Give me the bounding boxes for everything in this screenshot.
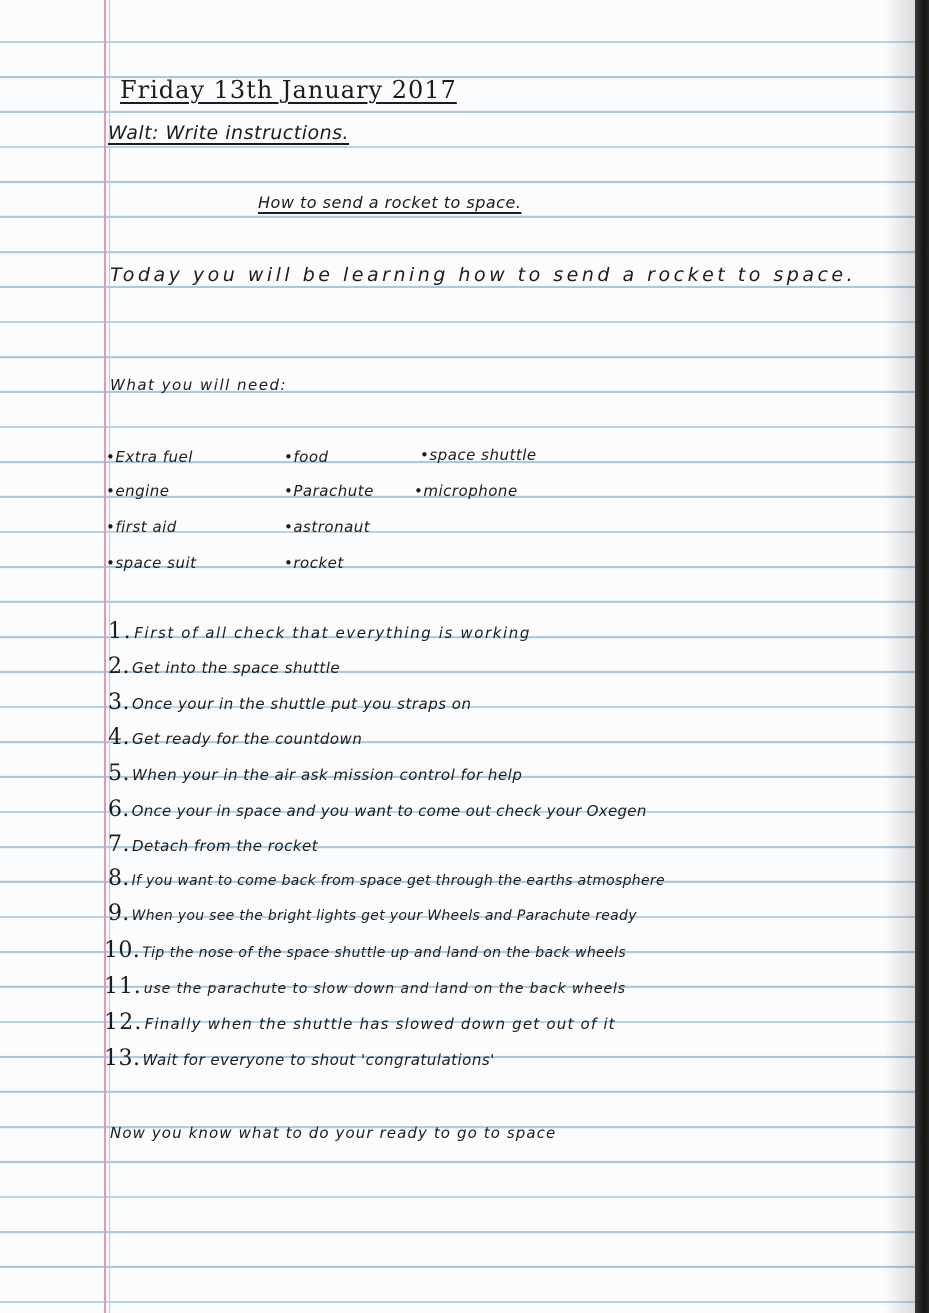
step-4: 4. Get ready for the countdown: [108, 725, 363, 750]
notebook-spine: [915, 0, 929, 1313]
item-microphone: •microphone: [414, 482, 518, 500]
step-8: 8. If you want to come back from space get through the earths atmosphere: [108, 866, 665, 891]
item-first-aid: •first aid: [106, 518, 177, 536]
item-space-shuttle: •space shuttle: [420, 446, 537, 464]
step-9: 9. When you see the bright lights get your Wheels and Parachute ready: [108, 901, 637, 926]
item-food: •food: [284, 448, 329, 466]
instructions-title: How to send a rocket to space.: [258, 193, 522, 212]
step-12: 12. Finally when the shuttle has slowed down get out of it: [104, 1010, 616, 1035]
item-extra-fuel: •Extra fuel: [106, 448, 193, 466]
margin-line: [104, 0, 106, 1313]
date-heading: Friday 13th January 2017: [120, 76, 457, 104]
item-astronaut: •astronaut: [284, 518, 371, 536]
step-6: 6. Once your in space and you want to come out check your Oxegen: [108, 797, 647, 822]
step-3: 3. Once your in the shuttle put you straps on: [108, 690, 472, 715]
intro-text: Today you will be learning how to send a rocket to space.: [110, 264, 857, 286]
item-space-suit: •space suit: [106, 554, 197, 572]
step-11: 11. use the parachute to slow down and land on the back wheels: [104, 974, 626, 999]
closing-text: Now you know what to do your ready to go to space: [110, 1124, 557, 1142]
item-rocket: •rocket: [284, 554, 344, 572]
walt-heading: Walt: Write instructions.: [108, 122, 350, 144]
item-parachute: •Parachute: [284, 482, 374, 500]
step-1: 1. First of all check that everything is working: [108, 619, 532, 644]
step-5: 5. When your in the air ask mission control for help: [108, 761, 523, 786]
step-13: 13. Wait for everyone to shout 'congratulations': [104, 1046, 495, 1071]
needs-heading: What you will need:: [110, 376, 288, 394]
step-2: 2. Get into the space shuttle: [108, 654, 341, 679]
item-engine: •engine: [106, 482, 170, 500]
step-7: 7. Detach from the rocket: [108, 832, 319, 857]
page-curve-shadow: [884, 0, 916, 1313]
step-10: 10. Tip the nose of the space shuttle up and land on the back wheels: [104, 938, 627, 963]
